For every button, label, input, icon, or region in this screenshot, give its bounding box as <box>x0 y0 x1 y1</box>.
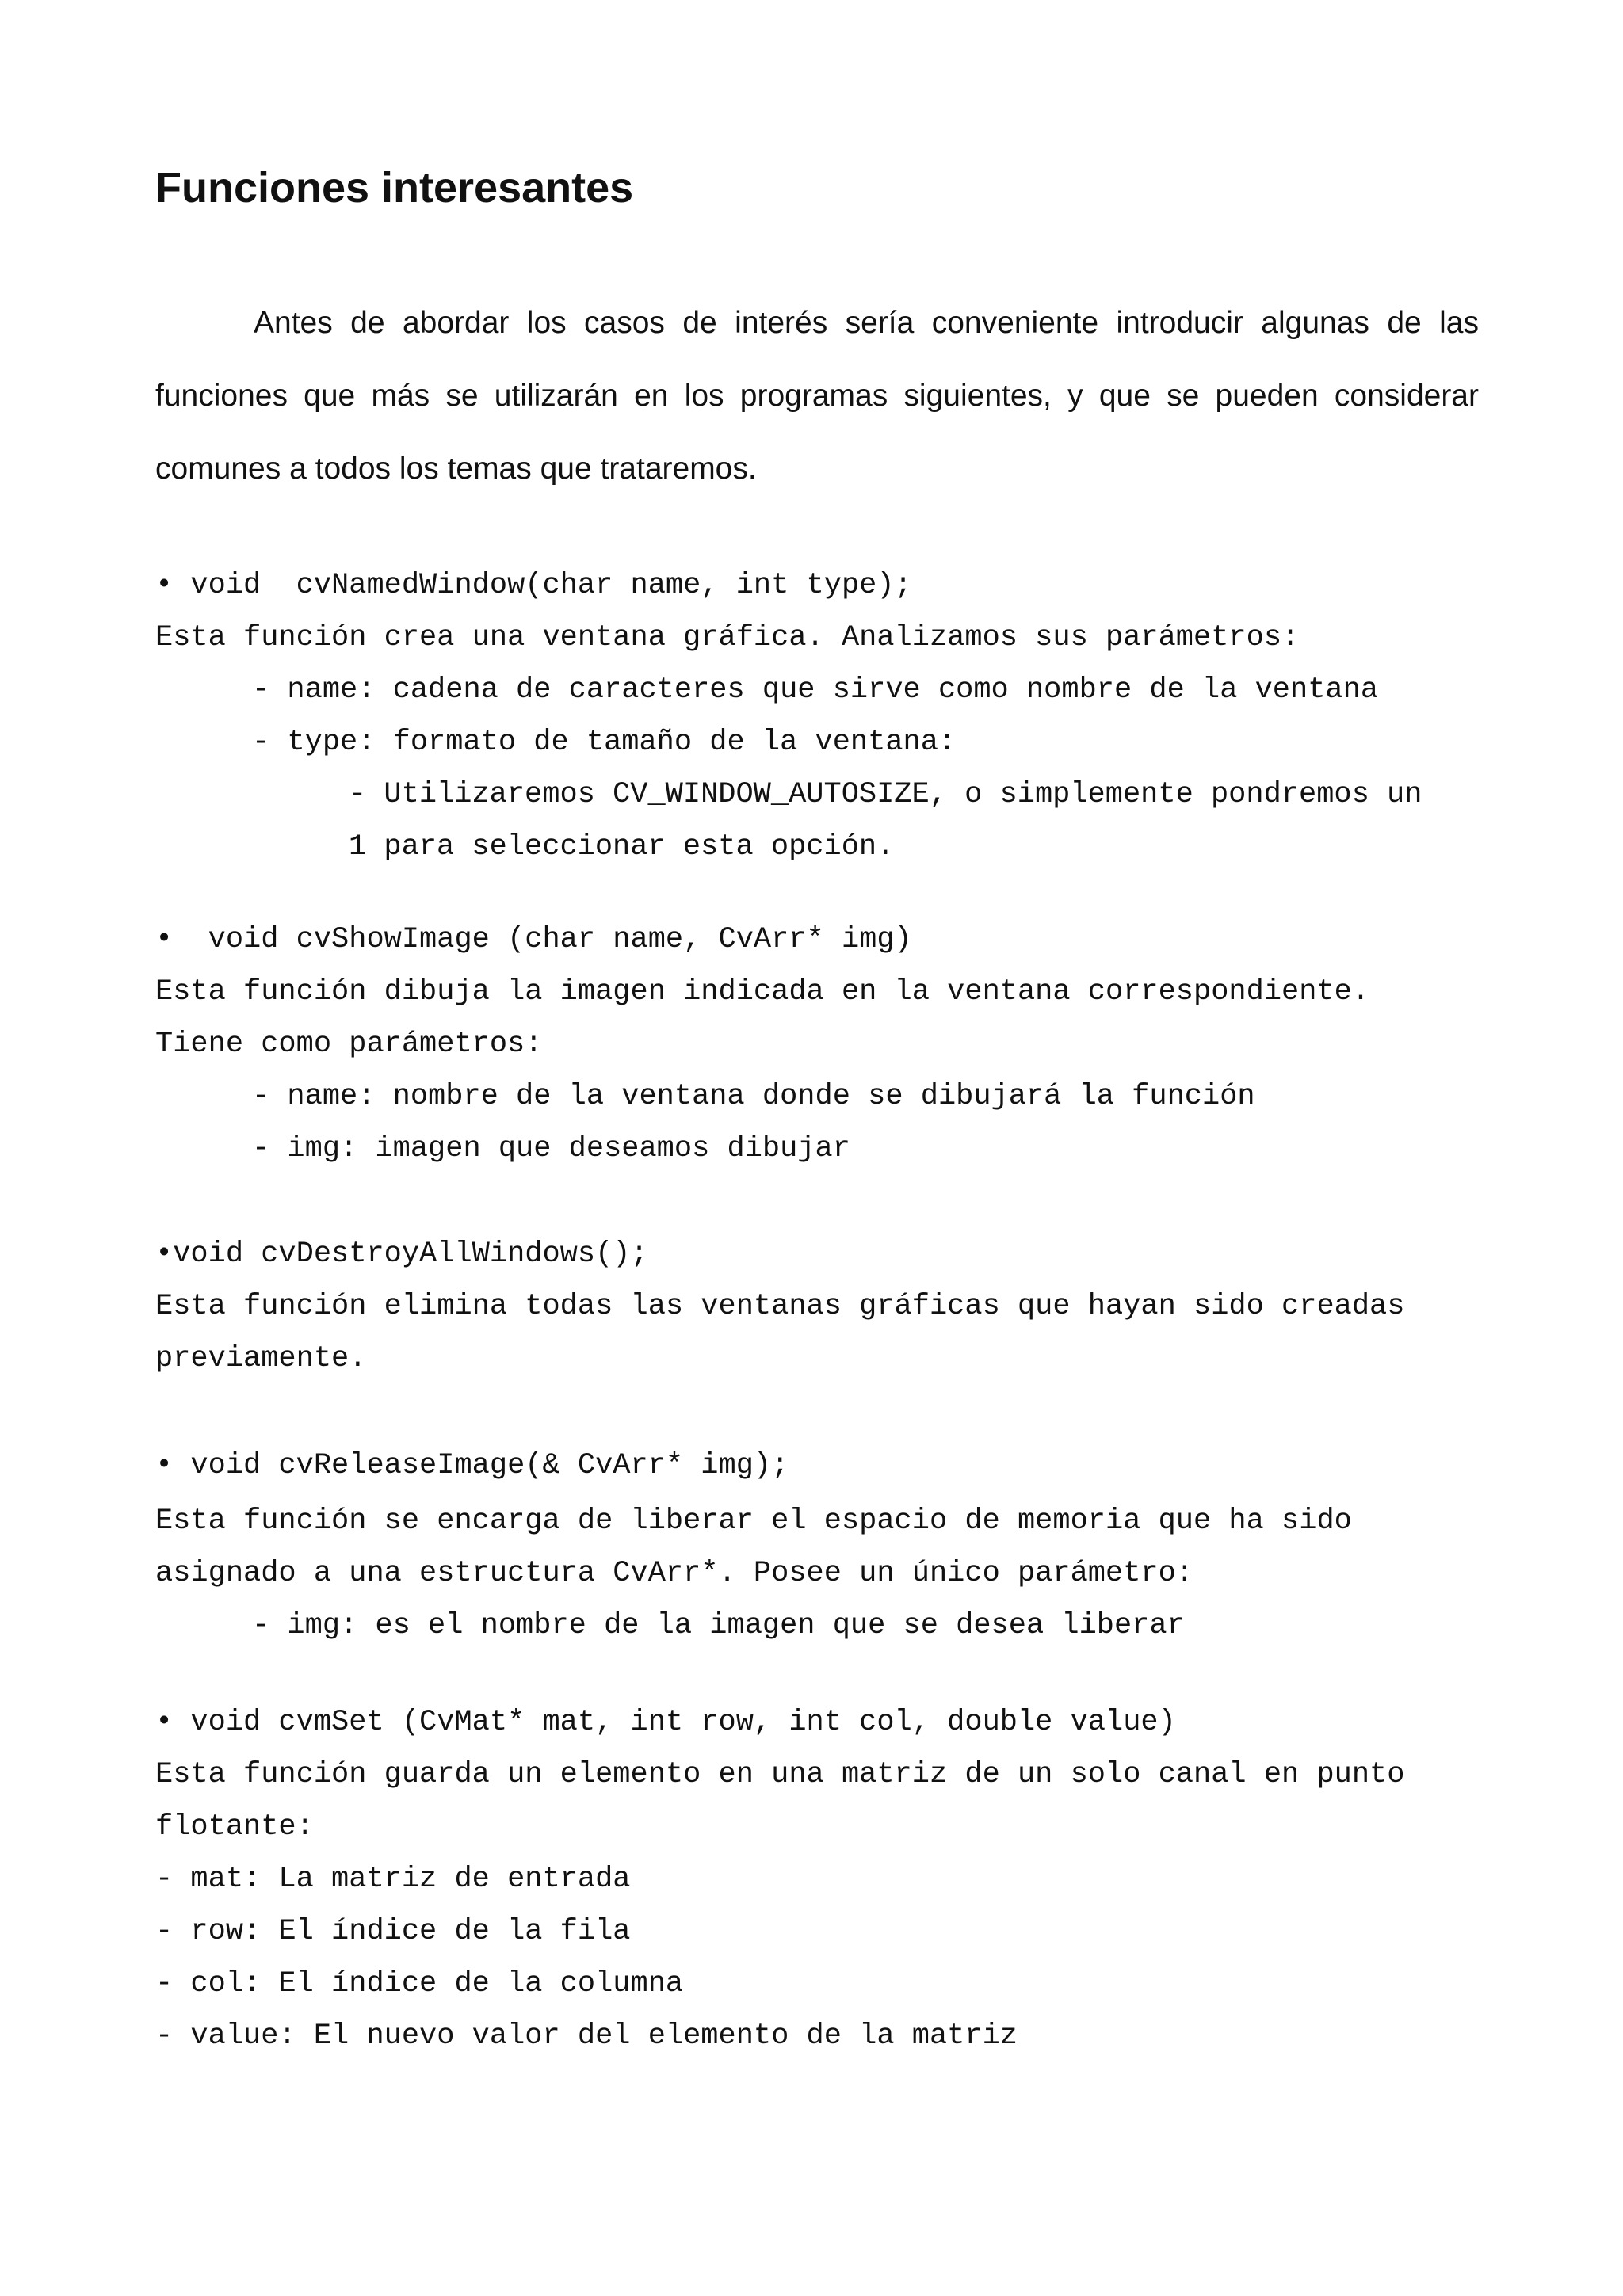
mset-param-row: - row: El índice de la fila <box>155 1915 631 1948</box>
named-window-sub-line-1: - Utilizaremos CV_WINDOW_AUTOSIZE, o simplemente pondremos un <box>349 778 1423 811</box>
named-window-signature: • void cvNamedWindow(char name, int type); <box>155 569 912 602</box>
intro-line-1: Antes de abordar los casos de interés sería conveniente introducir algunas de las <box>254 306 1479 340</box>
mset-param-value: - value: El nuevo valor del elemento de la matriz <box>155 2019 1018 2053</box>
destroy-all-description-1: Esta función elimina todas las ventanas gráficas que hayan sido creadas <box>155 1290 1405 1323</box>
show-image-param-name: - name: nombre de la ventana donde se dibujará la función <box>252 1080 1255 1113</box>
named-window-param-name: - name: cadena de caracteres que sirve como nombre de la ventana <box>252 673 1379 707</box>
release-image-description-2: asignado a una estructura CvArr*. Posee un único parámetro: <box>155 1557 1194 1590</box>
show-image-description-2: Tiene como parámetros: <box>155 1028 543 1061</box>
show-image-description-1: Esta función dibuja la imagen indicada en la ventana correspondiente. <box>155 975 1370 1009</box>
release-image-description-1: Esta función se encarga de liberar el espacio de memoria que ha sido <box>155 1505 1352 1538</box>
show-image-signature: • void cvShowImage (char name, CvArr* img) <box>155 923 912 956</box>
intro-line-3: comunes a todos los temas que trataremos. <box>155 452 757 486</box>
mset-description-2: flotante: <box>155 1810 314 1844</box>
named-window-sub-line-2: 1 para seleccionar esta opción. <box>349 830 895 864</box>
release-image-signature: • void cvReleaseImage(& CvArr* img); <box>155 1449 789 1482</box>
named-window-param-type: - type: formato de tamaño de la ventana: <box>252 726 957 759</box>
mset-description-1: Esta función guarda un elemento en una matriz de un solo canal en punto <box>155 1758 1405 1791</box>
show-image-param-img: - img: imagen que deseamos dibujar <box>252 1132 850 1165</box>
release-image-param-img: - img: es el nombre de la imagen que se desea liberar <box>252 1609 1185 1642</box>
named-window-description: Esta función crea una ventana gráfica. Analizamos sus parámetros: <box>155 621 1300 654</box>
mset-param-mat: - mat: La matriz de entrada <box>155 1863 631 1896</box>
mset-param-col: - col: El índice de la columna <box>155 1967 684 2000</box>
section-heading: Funciones interesantes <box>155 164 634 212</box>
intro-paragraph <box>155 287 1479 505</box>
mset-signature: • void cvmSet (CvMat* mat, int row, int col, double value) <box>155 1706 1176 1739</box>
destroy-all-signature: •void cvDestroyAllWindows(); <box>155 1238 648 1271</box>
destroy-all-description-2: previamente. <box>155 1342 367 1375</box>
intro-line-2: funciones que más se utilizarán en los programas siguientes, y que se pueden considerar <box>155 379 1479 413</box>
